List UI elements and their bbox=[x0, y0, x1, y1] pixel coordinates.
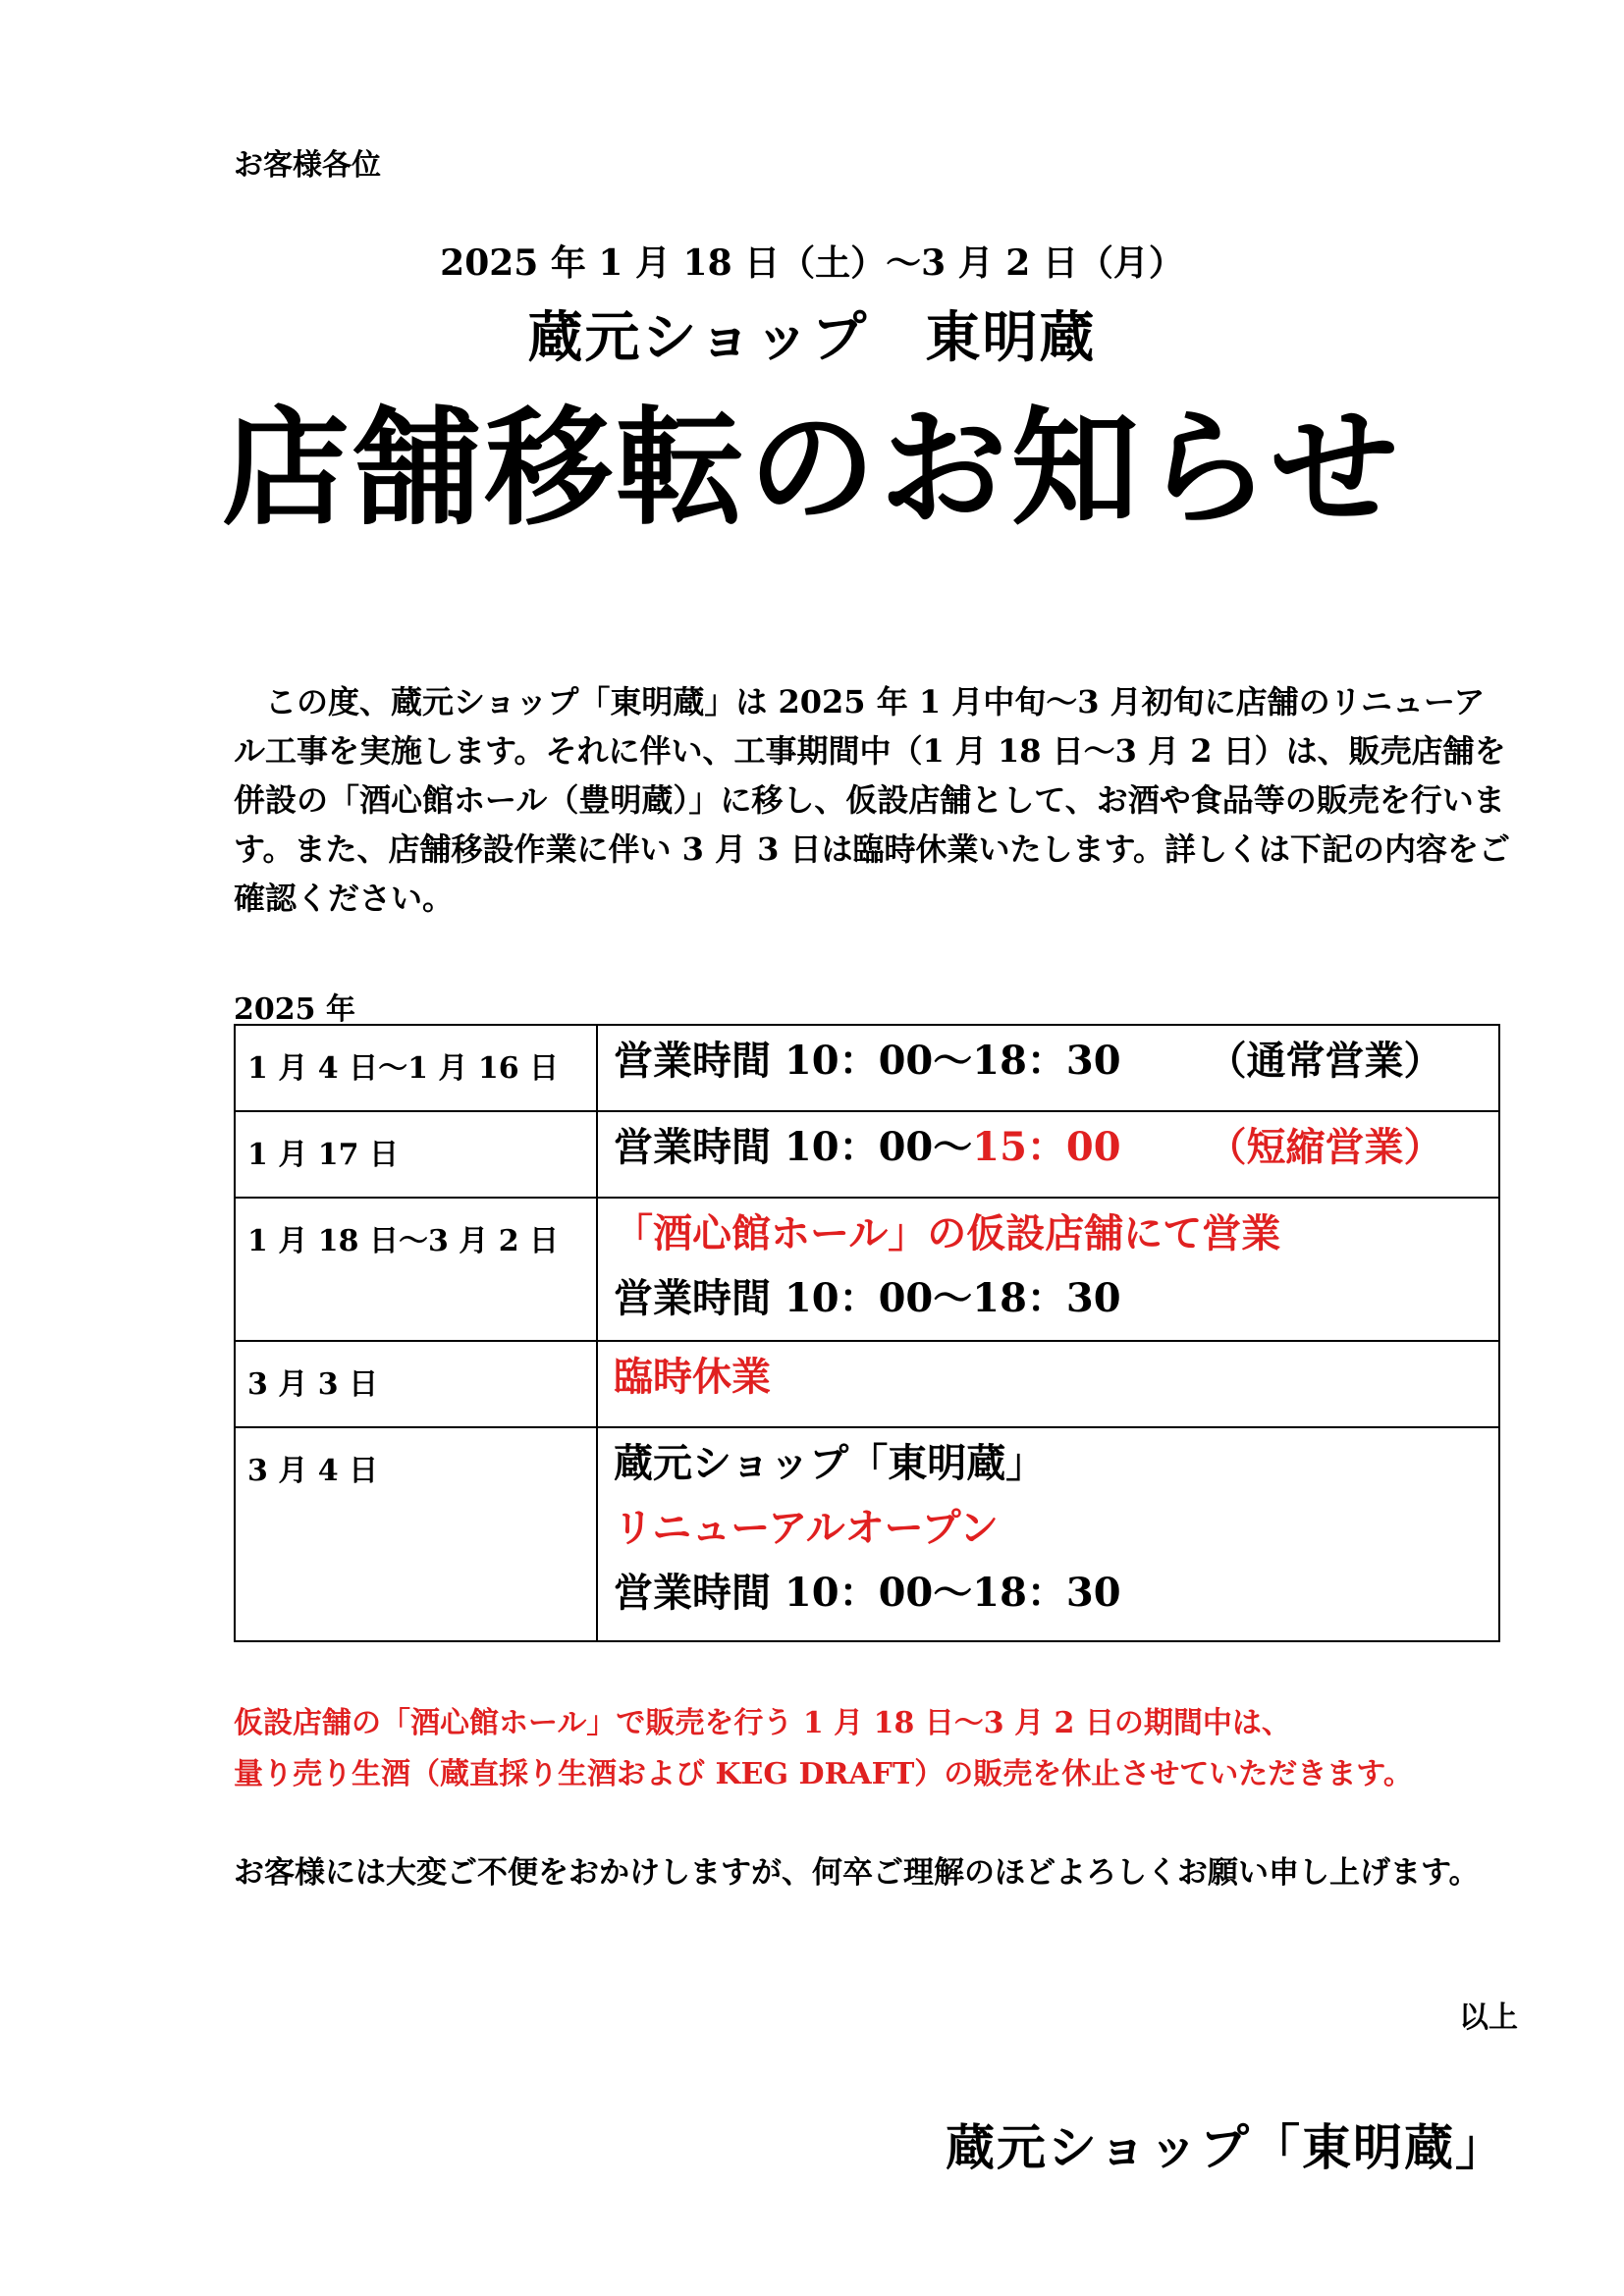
schedule-table bbox=[234, 1024, 1500, 1642]
hours-red: 15：00 bbox=[972, 1124, 1121, 1170]
draft-sake-notice bbox=[234, 1698, 1510, 1800]
hours-text: 営業時間 10：00～18：30 bbox=[614, 1275, 1121, 1321]
table-row bbox=[235, 1111, 1499, 1198]
intro-section bbox=[234, 677, 1510, 923]
hours-text: 営業時間 10：00～18：30 bbox=[614, 1570, 1121, 1616]
schedule-year: 2025 年 bbox=[234, 992, 355, 1027]
status-note: （短縮営業） bbox=[1207, 1124, 1443, 1170]
table-row bbox=[235, 1025, 1499, 1111]
row-date: 3 月 4 日 bbox=[235, 1427, 597, 1641]
table-row bbox=[235, 1427, 1499, 1641]
row-date: 3 月 3 日 bbox=[235, 1341, 597, 1427]
notice-line-2: 量り売り生酒（蔵直採り生酒および KEG DRAFT）の販売を休止させていただきます。 bbox=[234, 1757, 1413, 1791]
shop-name-text: 蔵元ショップ「東明蔵」 bbox=[614, 1440, 1046, 1486]
salutation: お客様各位 bbox=[234, 148, 381, 183]
date-range: 2025 年 1 月 18 日（土）～3 月 2 日（月） bbox=[440, 242, 1184, 284]
renewal-open-text: リニューアルオープン bbox=[614, 1505, 999, 1551]
closed-text: 臨時休業 bbox=[614, 1354, 771, 1400]
shop-name: 蔵元ショップ 東明蔵 bbox=[527, 305, 1097, 370]
temporary-store-text: 「酒心館ホール」の仮設店舗にて営業 bbox=[614, 1210, 1281, 1256]
notice-line-1: 仮設店舗の「酒心館ホール」で販売を行う 1 月 18 日～3 月 2 日の期間中は、 bbox=[234, 1706, 1291, 1740]
row-date: 1 月 18 日～3 月 2 日 bbox=[235, 1198, 597, 1341]
row-info bbox=[597, 1341, 1499, 1427]
hours-text: 営業時間 10：00～18：30 bbox=[614, 1038, 1121, 1084]
signature: 蔵元ショップ「東明蔵」 bbox=[946, 2118, 1506, 2176]
table-row bbox=[235, 1341, 1499, 1427]
table-row bbox=[235, 1198, 1499, 1341]
apology-text: お客様には大変ご不便をおかけしますが、何卒ご理解のほどよろしくお願い申し上げます。 bbox=[234, 1855, 1480, 1891]
row-info bbox=[597, 1427, 1499, 1641]
intro-paragraph: この度、蔵元ショップ「東明蔵」は 2025 年 1 月中旬～3 月初旬に店舗のリニューアル工事を実施します。それに伴い、工事期間中（1 月 18 日～3 月 2 日）は、販売店舗を併設の「酒心館ホール（豊明蔵）」に移し、仮設店舗として、お酒や食品等の販売を行います。また、店舗移設作業に伴い 3 月 3 日は臨時休業いたします。詳しくは下記の内容をご確認ください。 bbox=[234, 683, 1510, 917]
page-title: 店舗移転のお知らせ bbox=[221, 393, 1403, 543]
row-date: 1 月 17 日 bbox=[235, 1111, 597, 1198]
row-info bbox=[597, 1198, 1499, 1341]
row-date: 1 月 4 日～1 月 16 日 bbox=[235, 1025, 597, 1111]
hours-text: 営業時間 10：00～ bbox=[614, 1124, 973, 1170]
row-info bbox=[597, 1111, 1499, 1198]
closing-text: 以上 bbox=[1459, 2001, 1518, 2035]
status-note: （通常営業） bbox=[1207, 1038, 1443, 1084]
row-info bbox=[597, 1025, 1499, 1111]
